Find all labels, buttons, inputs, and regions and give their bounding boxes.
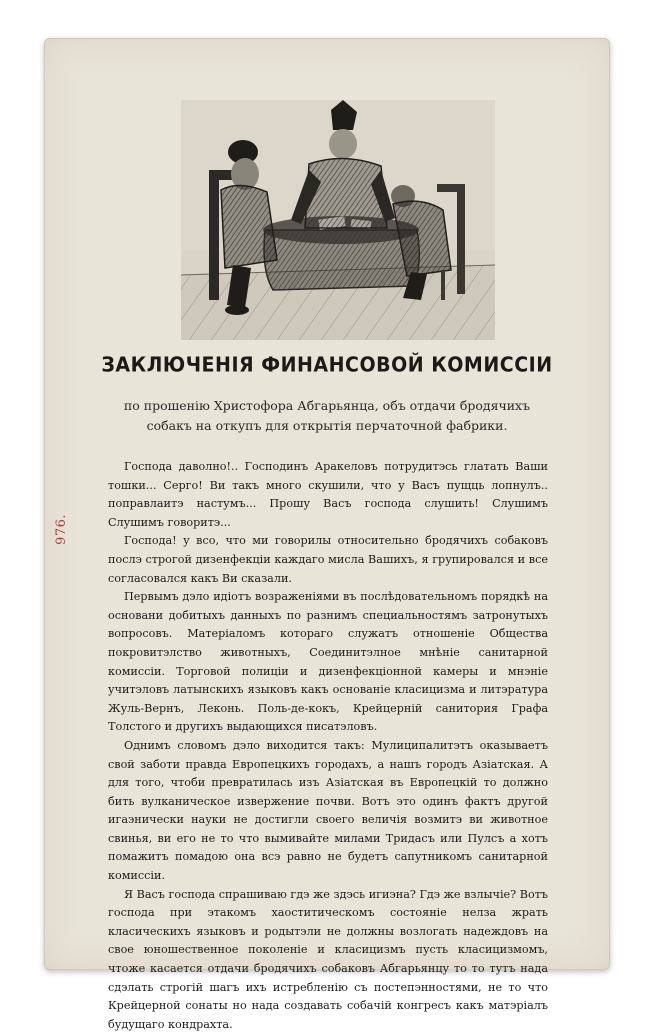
paragraph: Первымъ дэло идіотъ возраженіями въ послѣдовательномъ порядкѣ на основани добитыхъ данныхъ по разнимъ специальностямъ затронутыхъ вопросовъ. Матеріаломъ котораго служатъ отношеніе Общества покровитэлство животныхъ, Соединитэлное мнѣніе санитарной комиссіи. Торговой полиціи и дизенфекціонной камеры и мнэніе учитэловъ латынскихъ языковъ какъ основаніе класицизма и литэратура Жуль-Вернъ, Леконь. Поль-де-кокъ, Крейцерній санитория Графа Толстого и другихъ выдающихся писатэловъ. — [108, 590, 548, 734]
body-text — [108, 458, 548, 1034]
illustration-drawing — [181, 100, 495, 340]
paragraph: Господа даволно!.. Господинъ Аракеловъ потрудитэсь глатать Ваши тошки... Серго! Ви такъ много скушили, что у Васъ пущць лопнулъ.. поправлаитэ настумъ... Прошу Васъ господа слушить! Слушимъ Слушимъ говоритэ... — [108, 460, 548, 529]
paragraph: Господа! у вcо, что ми говорилы относительно бродячихъ собаковъ послэ строгой дизенфекціи каждаго мисла Вашихъ, я групировался и все согласовался какъ Ви сказали. — [108, 534, 548, 585]
caricature-illustration — [181, 100, 495, 340]
postcard — [44, 38, 610, 1031]
catalog-number: 976. — [54, 514, 69, 545]
subtitle-line: собакъ на откупъ для открытія перчаточной фабрики. — [146, 418, 508, 433]
page-title: ЗАКЛЮЧЕНІЯ ФИНАНСОВОЙ КОМИССІИ — [101, 353, 553, 377]
subtitle — [104, 396, 550, 436]
subtitle-line: по прошенію Христофора Абгарьянца, объ отдачи бродячихъ — [123, 398, 531, 413]
paragraph: Я Васъ господа спрашиваю гдэ же здэсь игиэна? Гдэ же взлычіе? Вотъ господа при этакомъ хаоститическомъ состояніе нелза жрать класическихъ языковъ и родытэли не должны возлогать надеждовъ на свое юношественное поколеніе и класицизмъ пусть класицизмомъ, чтоже касается отдачи бродячихъ собаковъ Абгарьянцу то то тутъ нада сдэлать строгій шагъ ихъ истребленію съ постепэнностями, не то что Крейцерной сонаты но нада создавать собачій конгресъ какъ матэріалъ будущаго кондрахта. — [108, 887, 548, 1031]
paragraph: Однимъ словомъ дэло виходится такъ: Мулиципалитэтъ оказываетъ свой заботи правда Европецкихъ городахъ, а нашъ городъ Азіатская. А для того, чтоби превратилась изъ Азіатская въ Европецкій то должно бить вулканическое извержение почви. Вотъ это одинъ фактъ другой игаэнически науки не достигли своего величія возмитэ ви животное свинья, ви его не то что вымивайте милами Тридасъ или Пулсъ а хотъ помажитъ помадою она всэ равно не будетъ сапутникомъ санитарной комиссіи. — [108, 738, 548, 883]
